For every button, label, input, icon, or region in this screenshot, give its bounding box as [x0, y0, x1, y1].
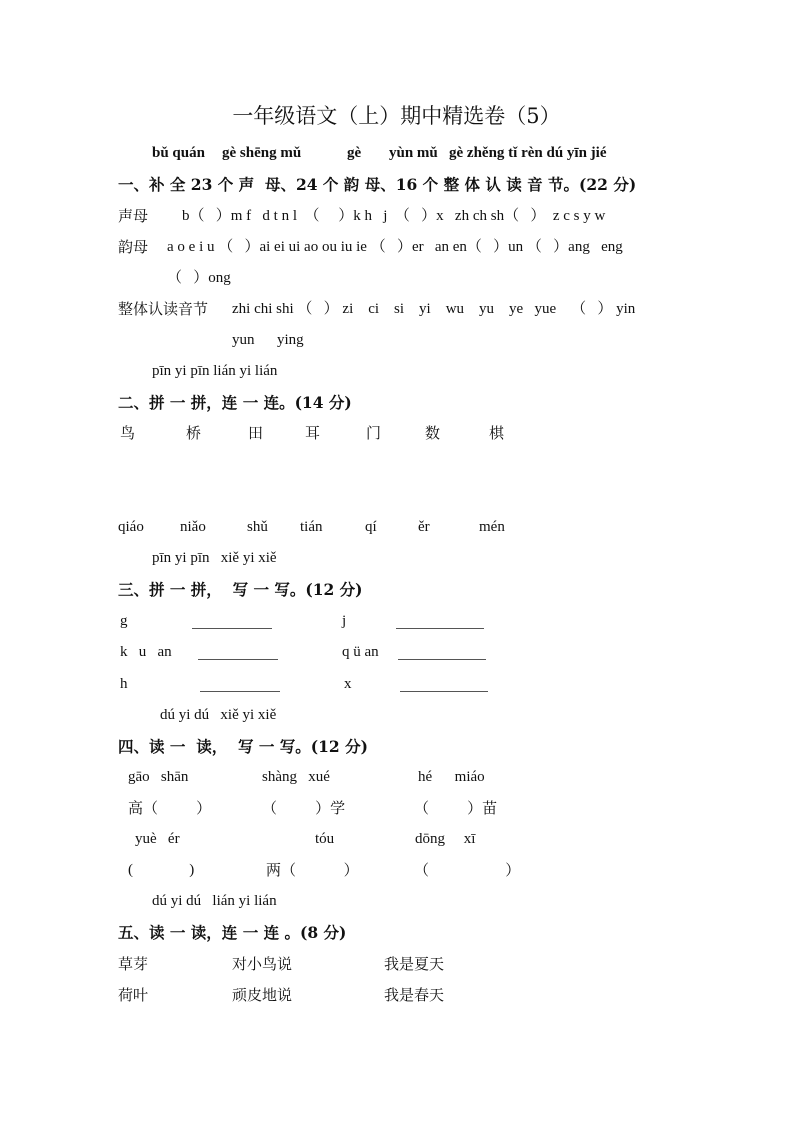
word-miao: （ ）苗	[414, 799, 498, 817]
spell-left-3: h	[120, 676, 128, 692]
answer-blank[interactable]	[398, 659, 486, 660]
word-liang: 两（ ）	[266, 861, 359, 879]
match-col3-item: 我是夏天	[384, 955, 445, 973]
word-xue: （ ）学	[262, 799, 346, 817]
pinyin-hint-ge: gè	[347, 145, 362, 161]
section2-pinyin-hint: pīn yi pīn lián yi lián	[152, 363, 278, 379]
char-item: 田	[248, 424, 264, 442]
row-content-shengmu: b（ ）m f d t n l （ ）k h j （ ）x zh ch sh（ ） z c s y w	[182, 208, 606, 224]
pinyin-item: mén	[479, 519, 505, 535]
pinyin-gaoshan: gāo shān	[128, 769, 189, 785]
word-gao: 高（ ）	[128, 799, 212, 817]
section3-pinyin-hint: pīn yi pīn xiě yi xiě	[152, 550, 277, 566]
section1-heading: 一、补 全 23 个 声 母、24 个 韵 母、16 个 整 体 认 读 音 节。(22 分)	[118, 175, 637, 194]
row-content-yunmu: a o e i u （ ）ai ei ui ao ou iu ie （ ）er an en（ ）un （ ）ang eng	[167, 239, 623, 255]
pinyin-item: qiáo	[118, 519, 144, 535]
pinyin-item: ěr	[418, 519, 430, 535]
char-item: 桥	[186, 424, 202, 442]
section5-heading: 五、读 一 读，连 一 连 。(8 分)	[118, 923, 347, 942]
row-label-shengmu: 声母	[118, 207, 149, 225]
char-item: 数	[425, 424, 441, 442]
answer-blank[interactable]	[192, 628, 272, 629]
section4-pinyin-hint: dú yi dú xiě yi xiě	[160, 707, 277, 723]
page-title: 一年级语文（上）期中精选卷（5）	[232, 104, 561, 128]
pinyin-item: niǎo	[180, 519, 206, 535]
answer-blank[interactable]	[396, 628, 484, 629]
row-label-zhengti: 整体认读音节	[118, 300, 209, 318]
match-col2-item: 对小鸟说	[232, 955, 293, 973]
word-dongxi: （ ）	[414, 861, 521, 879]
section5-pinyin-hint: dú yi dú lián yi lián	[152, 893, 277, 909]
match-col3-item: 我是春天	[384, 986, 445, 1004]
pinyin-hemiao: hé miáo	[418, 769, 485, 785]
answer-blank[interactable]	[400, 691, 488, 692]
answer-blank[interactable]	[198, 659, 278, 660]
char-item: 门	[366, 424, 382, 442]
row-content-zhengti-cont: yun ying	[232, 332, 304, 348]
pinyin-dongxi: dōng xī	[415, 831, 476, 847]
section4-heading: 四、读 一 读， 写 一 写。(12 分)	[118, 737, 368, 756]
char-item: 耳	[305, 424, 321, 442]
pinyin-tou: tóu	[315, 831, 335, 847]
spell-left-1: g	[120, 613, 128, 629]
spell-right-1: j	[342, 613, 347, 629]
pinyin-hint-bu-quan: bǔ quán	[152, 145, 205, 161]
word-yueer: ( )	[128, 862, 195, 878]
pinyin-hint-zhengti: gè zhěng tǐ rèn dú yīn jié	[449, 145, 607, 161]
char-item: 鸟	[120, 424, 136, 442]
spell-left-2: k u an	[120, 644, 172, 660]
match-col1-item: 草芽	[118, 955, 149, 973]
row-content-zhengti: zhi chi shi （ ） zi ci si yi wu yu ye yue （ ） yin	[232, 301, 636, 317]
row-label-yunmu: 韵母	[118, 238, 149, 256]
pinyin-item: tián	[300, 519, 323, 535]
row-content-yunmu-cont: （ ）ong	[167, 270, 231, 286]
spell-right-3: x	[344, 676, 352, 692]
pinyin-hint-shengmu: gè shēng mǔ	[222, 145, 302, 161]
pinyin-item: qí	[365, 519, 377, 535]
pinyin-shangxue: shàng xué	[262, 769, 330, 785]
match-col1-item: 荷叶	[118, 986, 149, 1004]
answer-blank[interactable]	[200, 691, 280, 692]
section3-heading: 三、拼 一 拼， 写 一 写。(12 分)	[118, 580, 363, 599]
spell-right-2: q ü an	[342, 644, 379, 660]
pinyin-item: shǔ	[247, 519, 268, 535]
char-item: 棋	[489, 424, 505, 442]
pinyin-yueer: yuè ér	[135, 831, 180, 847]
match-col2-item: 顽皮地说	[232, 986, 293, 1004]
pinyin-hint-yunmu: yùn mǔ	[389, 145, 438, 161]
section2-heading: 二、拼 一 拼，连 一 连。(14 分)	[118, 393, 352, 412]
